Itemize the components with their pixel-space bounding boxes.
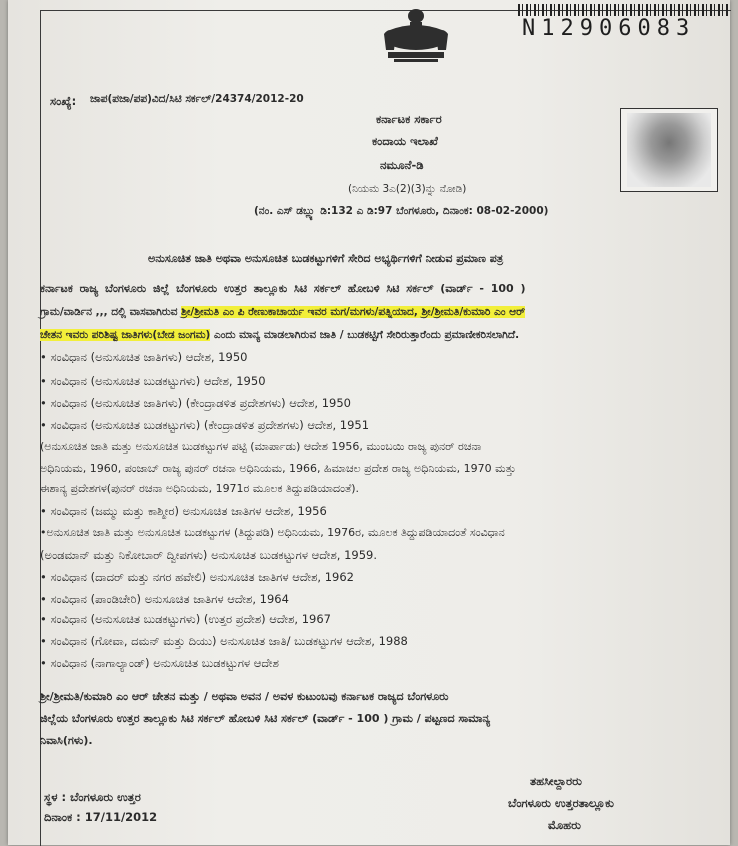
residence-line-1: ಶ್ರೀ/ಶ್ರೀಮತಿ/ಕುಮಾರಿ ಎಂ ಆರ್ ಚೇತನ ಮತ್ತು / ಅಥವಾ ಅವನ / ಅವಳ ಕುಟುಂಬವು ಕರ್ನಾಟಕ ರಾಜ್ಯದ ಬೆಂಗಳೂರು (40, 690, 449, 703)
order-item: • ಸಂವಿಧಾನ (ಪಾಂಡಿಚೇರಿ) ಅನುಸೂಚಿತ ಜಾತಿಗಳ ಆದೇಶ, 1964 (40, 592, 289, 606)
certificate-title: ಅನುಸೂಚಿತ ಜಾತಿ ಅಥವಾ ಅನುಸೂಚಿತ ಬುಡಕಟ್ಟುಗಳಿಗೆ ಸೇರಿದ ಅಭ್ಯರ್ಥಿಗಳಿಗೆ ನೀಡುವ ಪ್ರಮಾಣ ಪತ್ರ (148, 252, 504, 265)
body-line-2-prefix: ಗ್ರಾಮ/ವಾರ್ಡಿನ ,,, ದಲ್ಲಿ ವಾಸವಾಗಿರುವ (40, 306, 182, 318)
order-item: •ಅನುಸೂಚಿತ ಜಾತಿ ಮತ್ತು ಅನುಸೂಚಿತ ಬುಡಕಟ್ಟುಗಳ (ತಿದ್ದುಪಡಿ) ಅಧಿನಿಯಮ, 1976ರ, ಮೂಲಕ ತಿದ್ದುಪಡಿಯಾದಂತೆ ಸಂವಿಧಾನ (40, 526, 505, 539)
order-item: ಅಧಿನಿಯಮ, 1960, ಪಂಜಾಬ್ ರಾಜ್ಯ ಪುನರ್ ರಚನಾ ಅಧಿನಿಯಮ, 1966, ಹಿಮಾಚಲ ಪ್ರದೇಶ ರಾಜ್ಯ ಅಧಿನಿಯಮ, 1970 ಮತ್ತು (40, 462, 516, 475)
order-item: (ಅಂಡಮಾನ್ ಮತ್ತು ನಿಕೋಬಾರ್ ದ್ವೀಪಗಳು) ಅನುಸೂಚಿತ ಬುಡಕಟ್ಟುಗಳ ಆದೇಶ, 1959. (40, 548, 378, 562)
place: ಸ್ಥಳ : ಬೆಂಗಳೂರು ಉತ್ತರ (44, 790, 141, 804)
signatory-title: ತಹಸೀಲ್ದಾರರು (530, 774, 582, 788)
body-line-3-suffix: ಎಂದು ಮಾನ್ಯ ಮಾಡಲಾಗಿರುವ ಜಾತಿ / ಬುಡಕಟ್ಟಿಗೆ ಸೇರಿರುತ್ತಾರೆಂದು ಪ್ರಮಾಣೀಕರಿಸಲಾಗಿದೆ. (210, 329, 520, 341)
form-name: ನಮೂನೆ-ಡಿ (380, 158, 424, 172)
residence-line-2: ಜಿಲ್ಲೆಯ ಬೆಂಗಳೂರು ಉತ್ತರ ತಾಲ್ಲೂಕು ಸಿಟಿ ಸರ್ಕಲ್ ಹೋಬಳಿ ಸಿಟಿ ಸರ್ಕಲ್ (ವಾರ್ಡ್ - 100 ) ಗ್ರಾಮ / ಪಟ್ಟಣದ ಸಾಮಾನ್ಯ (40, 712, 491, 725)
photo-portrait (627, 113, 711, 187)
order-item: • ಸಂವಿಧಾನ (ಅನುಸೂಚಿತ ಬುಡಕಟ್ಟುಗಳು) ಆದೇಶ, 1950 (40, 374, 266, 388)
order-item: (ಅನುಸೂಚಿತ ಜಾತಿ ಮತ್ತು ಅನುಸೂಚಿತ ಬುಡಕಟ್ಟುಗಳ ಪಟ್ಟಿ (ಮಾರ್ಪಾಡು) ಆದೇಶ 1956, ಮುಂಬಯಿ ರಾಜ್ಯ ಪುನರ್ ರಚನಾ (40, 440, 482, 453)
highlight-parent-name: ಶ್ರೀ/ಶ್ರೀಮತಿ ಎಂ ಪಿ ರೇಣುಕಾಚಾರ್ಯ ಇವರ ಮಗ/ಮಗಳು/ಪತ್ನಿಯಾದ, ಶ್ರೀ/ಶ್ರೀಮತಿ/ಕುಮಾರಿ ಎಂ ಆರ್ (181, 306, 526, 318)
highlight-caste: ಚೇತನ ಇವರು ಪರಿಶಿಷ್ಟ ಜಾತಿಗಳು(ಬೇಡ ಜಂಗಮ) (40, 329, 211, 341)
govt-name: ಕರ್ನಾಟಕ ಸರ್ಕಾರ (376, 112, 442, 126)
order-item: • ಸಂವಿಧಾನ (ದಾದರ್ ಮತ್ತು ನಗರ ಹವೇಲಿ) ಅನುಸೂಚಿತ ಜಾತಿಗಳ ಆದೇಶ, 1962 (40, 570, 354, 584)
karnataka-emblem-icon (380, 6, 452, 64)
order-item: • ಸಂವಿಧಾನ (ಅನುಸೂಚಿತ ಜಾತಿಗಳು) ಆದೇಶ, 1950 (40, 350, 248, 364)
notification-reference: (ನಂ. ಎಸ್ ಡಬ್ಲ್ಯು ಡಿ:132 ಎ ಡಿ:97 ಬೆಂಗಳೂರು, ದಿನಾಂಕ: 08-02-2000) (254, 205, 549, 217)
issue-date: ದಿನಾಂಕ : 17/11/2012 (44, 810, 158, 824)
reference-number: ಜಾಪ(ಪಜಾ/ಪಪ)ವಿದ/ಸಿಟಿ ಸರ್ಕಲ್/24374/2012-20 (90, 93, 304, 105)
body-line-2 (40, 305, 525, 319)
order-item: • ಸಂವಿಧಾನ (ಅನುಸೂಚಿತ ಬುಡಕಟ್ಟುಗಳು) (ಕೇಂದ್ರಾಡಳಿತ ಪ್ರದೇಶಗಳು) ಆದೇಶ, 1951 (40, 418, 370, 432)
body-line-3 (40, 328, 519, 342)
applicant-photo (620, 108, 718, 192)
serial-number: N12906083 (522, 16, 696, 41)
reference-label: ಸಂಖ್ಯೆ: (50, 94, 77, 108)
certificate-page (8, 0, 730, 845)
order-item: • ಸಂವಿಧಾನ (ಜಮ್ಮು ಮತ್ತು ಕಾಶ್ಮೀರ) ಅನುಸೂಚಿತ ಜಾತಿಗಳ ಆದೇಶ, 1956 (40, 504, 327, 518)
seal-label: ಮೊಹರು (548, 818, 581, 832)
barcode (518, 4, 728, 16)
order-item: • ಸಂವಿಧಾನ (ಅನುಸೂಚಿತ ಬುಡಕಟ್ಟುಗಳು) (ಉತ್ತರ ಪ್ರದೇಶ) ಆದೇಶ, 1967 (40, 612, 331, 626)
order-item: • ಸಂವಿಧಾನ (ನಾಗಾಲ್ಯಾಂಡ್) ಅನುಸೂಚಿತ ಬುಡಕಟ್ಟುಗಳ ಆದೇಶ (40, 656, 279, 670)
order-item: • ಸಂವಿಧಾನ (ಗೋವಾ, ದಮನ್ ಮತ್ತು ದಿಯು) ಅನುಸೂಚಿತ ಜಾತಿ/ ಬುಡಕಟ್ಟುಗಳ ಆದೇಶ, 1988 (40, 634, 408, 648)
signatory-office: ಬೆಂಗಳೂರು ಉತ್ತರತಾಲ್ಲೂಕು (508, 796, 614, 810)
body-line-1: ಕರ್ನಾಟಕ ರಾಜ್ಯ ಬೆಂಗಳೂರು ಜಿಲ್ಲೆ ಬೆಂಗಳೂರು ಉತ್ತರ ತಾಲ್ಲೂಕು ಸಿಟಿ ಸರ್ಕಲ್ ಹೋಬಳಿ ಸಿಟಿ ಸರ್ಕಲ್ (ವಾರ್ಡ್ - 100 ) (40, 282, 526, 295)
department-name: ಕಂದಾಯ ಇಲಾಖೆ (372, 134, 438, 148)
rule-reference: (ನಿಯಮ 3ಎ(2)(3)ನ್ನು ನೋಡಿ) (348, 183, 467, 195)
order-item: • ಸಂವಿಧಾನ (ಅನುಸೂಚಿತ ಜಾತಿಗಳು) (ಕೇಂದ್ರಾಡಳಿತ ಪ್ರದೇಶಗಳು) ಆದೇಶ, 1950 (40, 396, 351, 410)
order-item: ಈಶಾನ್ಯ ಪ್ರದೇಶಗಳ(ಪುನರ್ ರಚನಾ ಅಧಿನಿಯಮ, 1971ರ ಮೂಲಕ ತಿದ್ದುಪಡಿಯಾದಂತೆ). (40, 482, 360, 495)
residence-line-3: ನಿವಾಸಿ(ಗಳು). (40, 734, 93, 747)
